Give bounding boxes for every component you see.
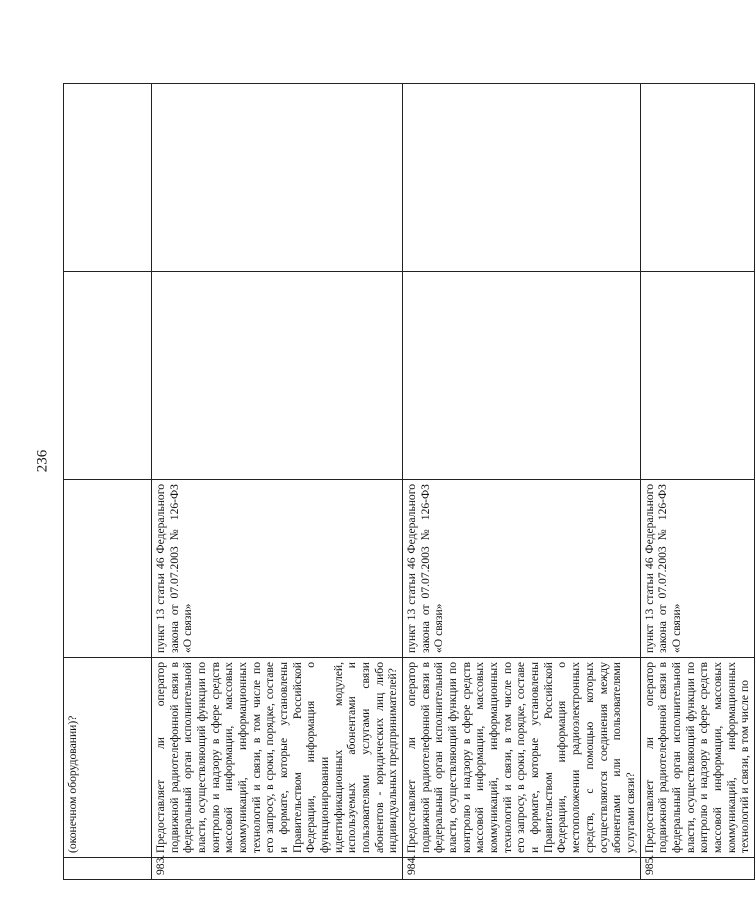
page-number: 236 (34, 449, 51, 473)
table-cell (152, 84, 403, 272)
table-cell (640, 272, 754, 480)
table-cell (640, 84, 754, 272)
table-cell (403, 84, 640, 272)
legal-reference: пункт 13 статьи 46 Федерального закона от 07.07.2003 № 126-ФЗ «О связи» (152, 480, 403, 658)
table-row (152, 84, 403, 880)
continuation-text: (оконечном оборудовании)? (64, 658, 152, 858)
question-text: Предоставляет ли оператор подвижной радиотелефонной связи в федеральный орган исполнительной власти, осуществляющий функции по контролю и надзору в сфере средств массовой информации, массовых коммуникаций, информационных технологий и связи, в том числе по (640, 658, 754, 858)
table-cell (152, 272, 403, 480)
table-cell (64, 858, 152, 880)
table-cell (64, 480, 152, 658)
legal-reference: пункт 13 статьи 46 Федерального закона от 07.07.2003 № 126-ФЗ «О связи» (403, 480, 640, 658)
table-cell (403, 272, 640, 480)
question-text: Предоставляет ли оператор подвижной радиотелефонной связи в федеральный орган исполнительной власти, осуществляющий функции по контролю и надзору в сфере средств массовой информации, массовых коммуникаций, информационных технологий и связи, в том числе по его запросу, в сроки, порядке, составе и формате, которые установлены Правительством Российской Федерации, информация о местоположении радиоэлектронных средств, с помощью которых осуществляются соединения между абонентами или пользователями услугами связи? (403, 658, 640, 858)
rotated-page-content (63, 84, 752, 880)
row-number: 984. (403, 858, 640, 880)
table-row-continuation (64, 84, 152, 880)
table-row (403, 84, 640, 880)
legal-reference: пункт 13 статьи 46 Федерального закона от 07.07.2003 № 126-ФЗ «О связи» (640, 480, 754, 658)
row-number: 983. (152, 858, 403, 880)
checklist-table (63, 83, 755, 880)
question-text: Предоставляет ли оператор подвижной радиотелефонной связи в федеральный орган исполнительной власти, осуществляющий функции по контролю и надзору в сфере средств массовой информации, массовых коммуникаций, информационных технологий и связи, в том числе по его запросу, в сроки, порядке, составе и формате, которые установлены Правительством Российской Федерации, информация о функционировании идентификационных модулей, используемых абонентами и пользователями услугами связи абонентов - юридических лиц либо индивидуальных предпринимателей? (152, 658, 403, 858)
table-cell (64, 84, 152, 272)
row-number: 985. (640, 858, 754, 880)
table-cell (64, 272, 152, 480)
table-row (640, 84, 754, 880)
